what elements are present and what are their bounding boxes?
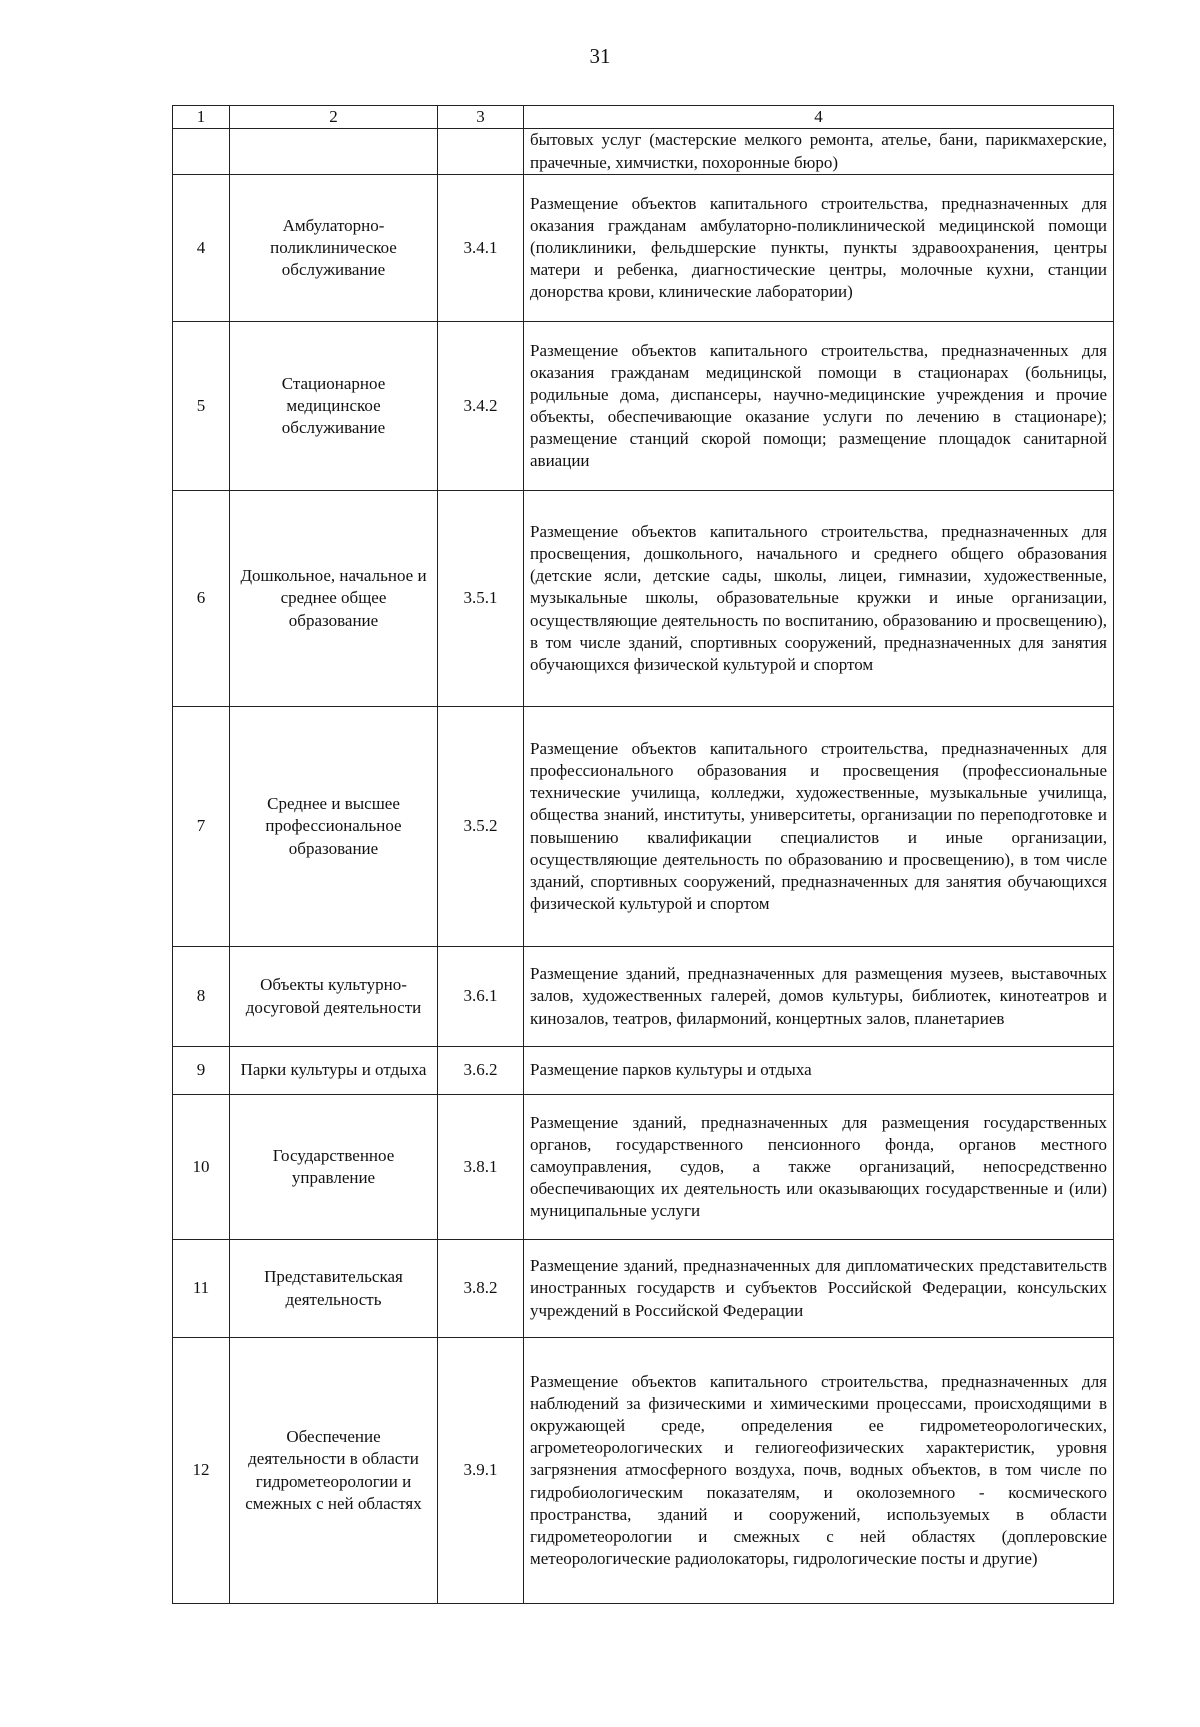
- activity-description: бытовых услуг (мастерские мелкого ремонта, ателье, бани, парикмахерские, прачечные, химчистки, похоронные бюро): [524, 129, 1114, 175]
- table-row: [173, 175, 1114, 322]
- table-row: [173, 491, 1114, 707]
- activity-name: Объекты культурно-досуговой деятельности: [230, 947, 438, 1047]
- activity-name: Амбулаторно-поликлиническое обслуживание: [230, 175, 438, 322]
- land-use-table: [172, 105, 1114, 1604]
- activity-description: Размещение объектов капитального строительства, предназначенных для оказания гражданам медицинской помощи в стационарах (больницы, родильные дома, диспансеры, научно-медицинские учреждения и прочие объекты, обеспечивающие оказание услуги по лечению в стационаре); размещение станций скорой помощи; размещение площадок санитарной авиации: [524, 322, 1114, 491]
- activity-code: 3.5.1: [438, 491, 524, 707]
- row-number: 5: [173, 322, 230, 491]
- activity-description: Размещение зданий, предназначенных для размещения музеев, выставочных залов, художественных галерей, домов культуры, библиотек, кинотеатров и кинозалов, театров, филармоний, концертных залов, планетариев: [524, 947, 1114, 1047]
- activity-code: 3.5.2: [438, 707, 524, 947]
- activity-description: Размещение зданий, предназначенных для дипломатических представительств иностранных государств и субъектов Российской Федерации, консульских учреждений в Российской Федерации: [524, 1240, 1114, 1338]
- table-row: [173, 1240, 1114, 1338]
- header-col-4: 4: [524, 106, 1114, 129]
- table-row: [173, 129, 1114, 175]
- activity-name: Парки культуры и отдыха: [230, 1047, 438, 1095]
- row-number: 7: [173, 707, 230, 947]
- activity-name: [230, 129, 438, 175]
- activity-code: 3.6.2: [438, 1047, 524, 1095]
- table-row: [173, 322, 1114, 491]
- activity-name: Стационарное медицинское обслуживание: [230, 322, 438, 491]
- activity-code: 3.8.2: [438, 1240, 524, 1338]
- header-col-3: 3: [438, 106, 524, 129]
- row-number: [173, 129, 230, 175]
- activity-description: Размещение объектов капитального строительства, предназначенных для профессионального образования и просвещения (профессиональные технические училища, колледжи, художественные, музыкальные училища, общества знаний, институты, университеты, организации по переподготовке и повышению квалификации специалистов и иные организации, осуществляющие деятельность по образованию и просвещению), в том числе зданий, спортивных сооружений, предназначенных для занятия обучающихся физической культурой и спортом: [524, 707, 1114, 947]
- activity-description: Размещение зданий, предназначенных для размещения государственных органов, государственного пенсионного фонда, органов местного самоуправления, судов, а также организаций, непосредственно обеспечивающих их деятельность или оказывающих государственные и (или) муниципальные услуги: [524, 1095, 1114, 1240]
- header-col-2: 2: [230, 106, 438, 129]
- activity-code: [438, 129, 524, 175]
- activity-code: 3.6.1: [438, 947, 524, 1047]
- header-col-1: 1: [173, 106, 230, 129]
- row-number: 9: [173, 1047, 230, 1095]
- activity-code: 3.4.2: [438, 322, 524, 491]
- row-number: 12: [173, 1338, 230, 1604]
- activity-description: Размещение объектов капитального строительства, предназначенных для оказания гражданам амбулаторно-поликлинической медицинской помощи (поликлиники, фельдшерские пункты, пункты здравоохранения, центры матери и ребенка, диагностические центры, молочные кухни, станции донорства крови, клинические лаборатории): [524, 175, 1114, 322]
- table-row: [173, 1338, 1114, 1604]
- page-number: 31: [589, 44, 611, 68]
- activity-name: Дошкольное, начальное и среднее общее образование: [230, 491, 438, 707]
- activity-code: 3.9.1: [438, 1338, 524, 1604]
- activity-description: Размещение объектов капитального строительства, предназначенных для наблюдений за физическими и химическими процессами, происходящими в окружающей среде, определения ее гидрометеорологических, агрометеорологических и гелиогеофизических характеристик, уровня загрязнения атмосферного воздуха, почв, водных объектов, в том числе по гидробиологическим показателям, и околоземного - космического пространства, зданий и сооружений, используемых в области гидрометеорологии и смежных с ней областях (доплеровские метеорологические радиолокаторы, гидрологические посты и другие): [524, 1338, 1114, 1604]
- row-number: 10: [173, 1095, 230, 1240]
- activity-name: Государственное управление: [230, 1095, 438, 1240]
- row-number: 6: [173, 491, 230, 707]
- row-number: 11: [173, 1240, 230, 1338]
- activity-description: Размещение парков культуры и отдыха: [524, 1047, 1114, 1095]
- table-row: [173, 1047, 1114, 1095]
- activity-name: Представительская деятельность: [230, 1240, 438, 1338]
- activity-name: Обеспечение деятельности в области гидрометеорологии и смежных с ней областях: [230, 1338, 438, 1604]
- activity-description: Размещение объектов капитального строительства, предназначенных для просвещения, дошкольного, начального и среднего общего образования (детские ясли, детские сады, школы, лицеи, гимназии, художественные, музыкальные школы, образовательные кружки и иные организации, осуществляющие деятельность по воспитанию, образованию и просвещению), в том числе зданий, спортивных сооружений, предназначенных для занятия обучающихся физической культурой и спортом: [524, 491, 1114, 707]
- activity-code: 3.8.1: [438, 1095, 524, 1240]
- header-row: [173, 106, 1114, 129]
- activity-name: Среднее и высшее профессиональное образование: [230, 707, 438, 947]
- table-row: [173, 707, 1114, 947]
- row-number: 4: [173, 175, 230, 322]
- table-row: [173, 947, 1114, 1047]
- activity-code: 3.4.1: [438, 175, 524, 322]
- row-number: 8: [173, 947, 230, 1047]
- table-row: [173, 1095, 1114, 1240]
